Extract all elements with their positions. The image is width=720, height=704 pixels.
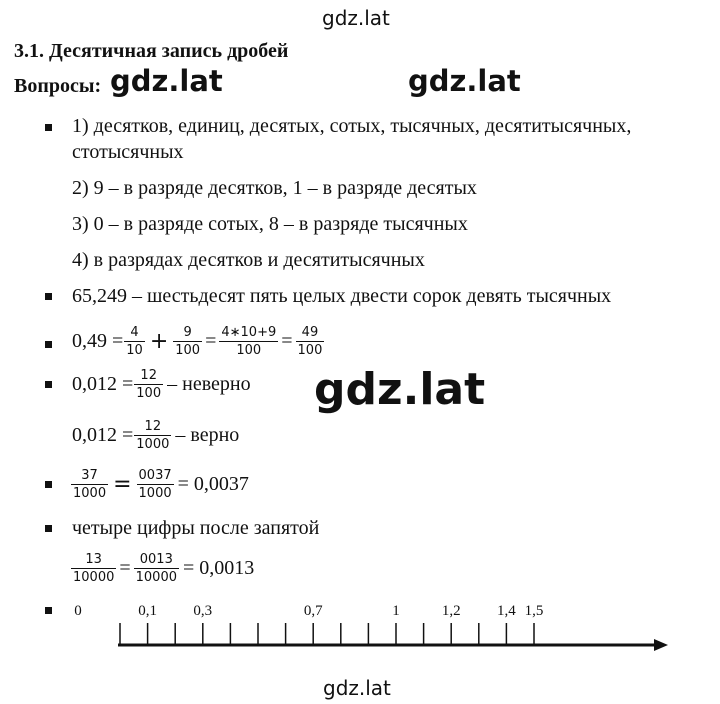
number-line-label: 0 [74, 603, 82, 619]
number-line-label: 0,3 [193, 603, 213, 619]
plus-sign: + [149, 328, 169, 354]
watermark-bottom: gdz.lat [323, 676, 391, 700]
fraction: $\frac{13}{10000}$ [73, 551, 115, 585]
number-line-label: 1 [392, 603, 400, 619]
number-line-label: 1,2 [441, 603, 461, 619]
equation-lhs: 0,012 = [72, 423, 134, 446]
answer-4: 4) в разрядах десятков и десятитысячных [72, 249, 425, 271]
verdict-right: – верно [175, 423, 240, 446]
fraction: $\frac{12}{1000}$ [136, 418, 170, 452]
answer-number-words: 65,249 – шестьдесят пять целых двести сорок девять тысячных [72, 285, 612, 307]
watermark-header-left: gdz.lat [110, 64, 223, 98]
fraction: $\frac{0037}{1000}$ [138, 467, 172, 501]
number-line-label: 0,1 [138, 603, 157, 619]
watermark-center: gdz.lat [314, 364, 486, 415]
equation-rhs: = 0,0037 [177, 472, 249, 495]
equals-sign: = [281, 329, 293, 352]
answer-3: 3) 0 – в разряде сотых, 8 – в разряде тысячных [72, 213, 468, 235]
watermark-header-right: gdz.lat [408, 64, 521, 98]
fraction: $\frac{49}{100}$ [297, 324, 323, 358]
watermark-top: gdz.lat [322, 6, 390, 30]
fraction: $\frac{9}{100}$ [175, 324, 201, 358]
fraction: $\frac{4∗10+9}{100}$ [221, 324, 277, 358]
equation-rhs: = 0,0013 [183, 556, 255, 579]
number-line-label: 1,4 [497, 603, 516, 619]
number-line-label: 0,7 [303, 603, 323, 619]
equals-sign: = [205, 329, 217, 352]
fraction: $\frac{4}{10}$ [126, 324, 143, 358]
fraction: $\frac{0013}{10000}$ [135, 551, 177, 585]
answer-four-digits: четыре цифры после запятой [72, 517, 320, 539]
verdict-wrong: – неверно [167, 372, 251, 395]
equals-sign: = [119, 556, 131, 579]
section-title: 3.1. Десятичная запись дробей [14, 40, 289, 62]
equals-sign: = [113, 471, 132, 497]
fraction: $\frac{37}{1000}$ [73, 467, 107, 501]
fraction: $\frac{12}{100}$ [136, 367, 162, 401]
equation-lhs: 0,012 = [72, 372, 134, 395]
answer-1-line2: стотысячных [72, 141, 184, 163]
answer-1-line1: 1) десятков, единиц, десятых, сотых, тысячных, десятитысячных, [72, 115, 632, 137]
arrow-head-icon [654, 639, 668, 651]
number-line-label: 1,5 [524, 603, 544, 619]
questions-label: Вопросы: [14, 75, 102, 97]
equation-lhs: 0,49 = [72, 329, 124, 352]
answer-2: 2) 9 – в разряде десятков, 1 – в разряде десятых [72, 177, 477, 199]
